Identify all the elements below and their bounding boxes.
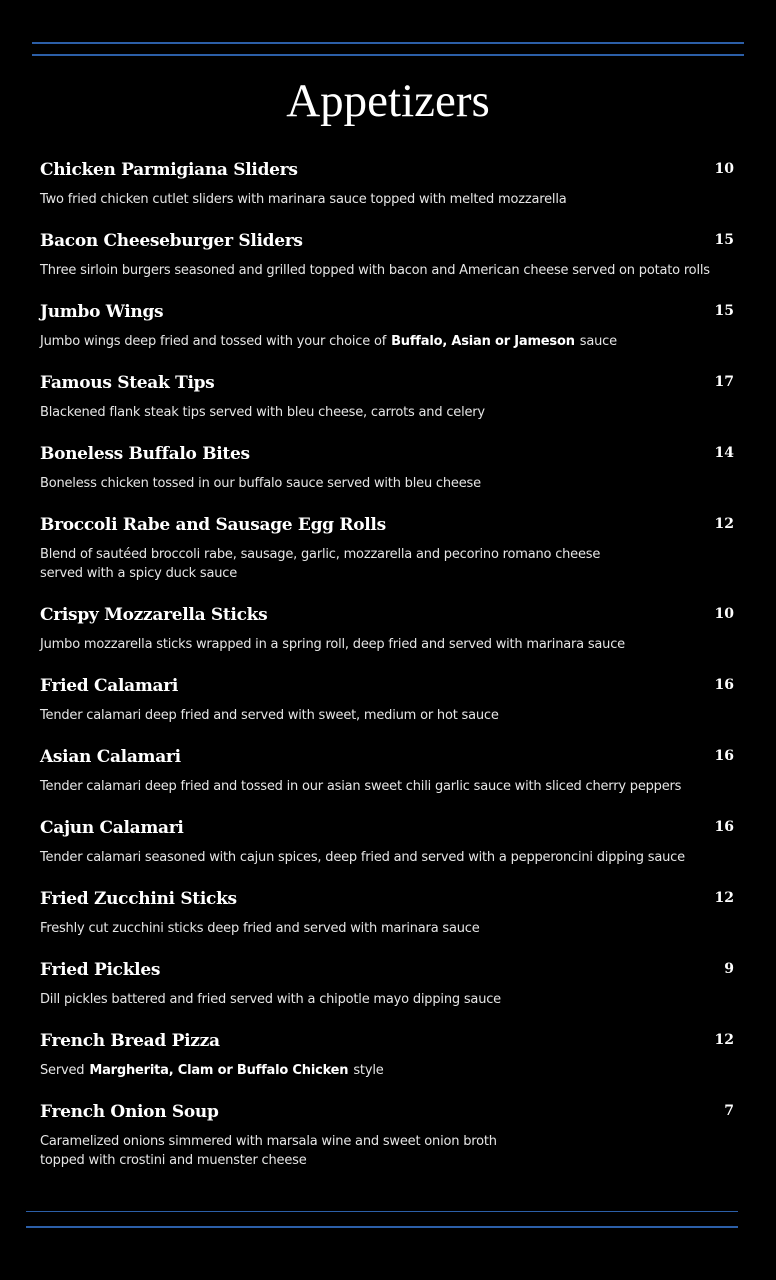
description-line: Tender calamari deep fried and tossed in our asian sweet chili garlic sauce with sliced cherry peppers xyxy=(40,779,682,794)
item-description xyxy=(40,990,720,1009)
item-description xyxy=(40,848,720,867)
description-line: Tender calamari deep fried and served with sweet, medium or hot sauce xyxy=(40,708,499,723)
item-price: 15 xyxy=(714,232,734,248)
item-description xyxy=(40,474,720,493)
item-name: Boneless Buffalo Bites xyxy=(40,444,250,464)
description-line: Caramelized onions simmered with marsala wine and sweet onion broth xyxy=(40,1134,497,1149)
item-name: Famous Steak Tips xyxy=(40,373,215,393)
item-price: 12 xyxy=(714,890,734,906)
item-name: Broccoli Rabe and Sausage Egg Rolls xyxy=(40,515,386,535)
description-line: served with a spicy duck sauce xyxy=(40,566,238,581)
item-name: Bacon Cheeseburger Sliders xyxy=(40,231,303,251)
item-price: 7 xyxy=(724,1103,734,1119)
item-name: French Bread Pizza xyxy=(40,1031,220,1051)
description-text: sauce xyxy=(579,334,617,349)
item-price: 16 xyxy=(714,819,734,835)
item-name: Fried Pickles xyxy=(40,960,161,980)
description-line: Blackened flank steak tips served with bleu cheese, carrots and celery xyxy=(40,405,485,420)
item-description xyxy=(40,777,720,796)
page-title: Appetizers xyxy=(286,75,490,127)
description-line: Tender calamari seasoned with cajun spices, deep fried and served with a pepperoncini dipping sauce xyxy=(40,850,685,865)
item-price: 16 xyxy=(714,677,734,693)
item-price: 12 xyxy=(714,1032,734,1048)
item-name: Fried Calamari xyxy=(40,676,179,696)
item-description xyxy=(40,706,720,725)
item-description xyxy=(40,190,720,209)
description-line: Jumbo mozzarella sticks wrapped in a spring roll, deep fried and served with marinara sauce xyxy=(40,637,625,652)
item-description xyxy=(40,1061,720,1080)
description-highlight: Buffalo, Asian or Jameson xyxy=(391,334,575,349)
item-name: Cajun Calamari xyxy=(40,818,184,838)
item-name: Crispy Mozzarella Sticks xyxy=(40,605,268,625)
description-line: Three sirloin burgers seasoned and grilled topped with bacon and American cheese served on potato rolls xyxy=(40,263,710,278)
description-line: Freshly cut zucchini sticks deep fried and served with marinara sauce xyxy=(40,921,480,936)
item-price: 15 xyxy=(714,303,734,319)
bottom-rule-1 xyxy=(26,1211,738,1212)
item-price: 16 xyxy=(714,748,734,764)
item-description xyxy=(40,545,720,583)
item-price: 17 xyxy=(714,374,734,390)
item-price: 10 xyxy=(714,161,734,177)
item-price: 9 xyxy=(724,961,734,977)
item-name: Jumbo Wings xyxy=(40,302,164,322)
description-text: Served xyxy=(40,1063,85,1078)
item-name: Fried Zucchini Sticks xyxy=(40,889,237,909)
item-description xyxy=(40,919,720,938)
description-line: Two fried chicken cutlet sliders with marinara sauce topped with melted mozzarella xyxy=(40,192,567,207)
description-line: Blend of sautéed broccoli rabe, sausage, garlic, mozzarella and pecorino romano cheese xyxy=(40,547,601,562)
description-line xyxy=(40,332,720,351)
item-name: French Onion Soup xyxy=(40,1102,219,1122)
bottom-rule-2 xyxy=(26,1226,738,1228)
description-line: Boneless chicken tossed in our buffalo sauce served with bleu cheese xyxy=(40,476,481,491)
top-rule-1 xyxy=(32,42,744,44)
description-line: topped with crostini and muenster cheese xyxy=(40,1153,307,1168)
item-description xyxy=(40,332,720,351)
description-line xyxy=(40,1061,720,1080)
top-rule-2 xyxy=(32,54,744,56)
description-highlight: Margherita, Clam or Buffalo Chicken xyxy=(89,1063,349,1078)
description-text: Jumbo wings deep fried and tossed with your choice of xyxy=(40,334,387,349)
item-description xyxy=(40,635,720,654)
item-price: 12 xyxy=(714,516,734,532)
item-price: 14 xyxy=(714,445,734,461)
item-name: Asian Calamari xyxy=(40,747,181,767)
item-price: 10 xyxy=(714,606,734,622)
description-text: style xyxy=(353,1063,384,1078)
item-name: Chicken Parmigiana Sliders xyxy=(40,160,298,180)
item-description xyxy=(40,1132,720,1170)
item-description xyxy=(40,403,720,422)
description-line: Dill pickles battered and fried served with a chipotle mayo dipping sauce xyxy=(40,992,501,1007)
item-description xyxy=(40,261,720,280)
